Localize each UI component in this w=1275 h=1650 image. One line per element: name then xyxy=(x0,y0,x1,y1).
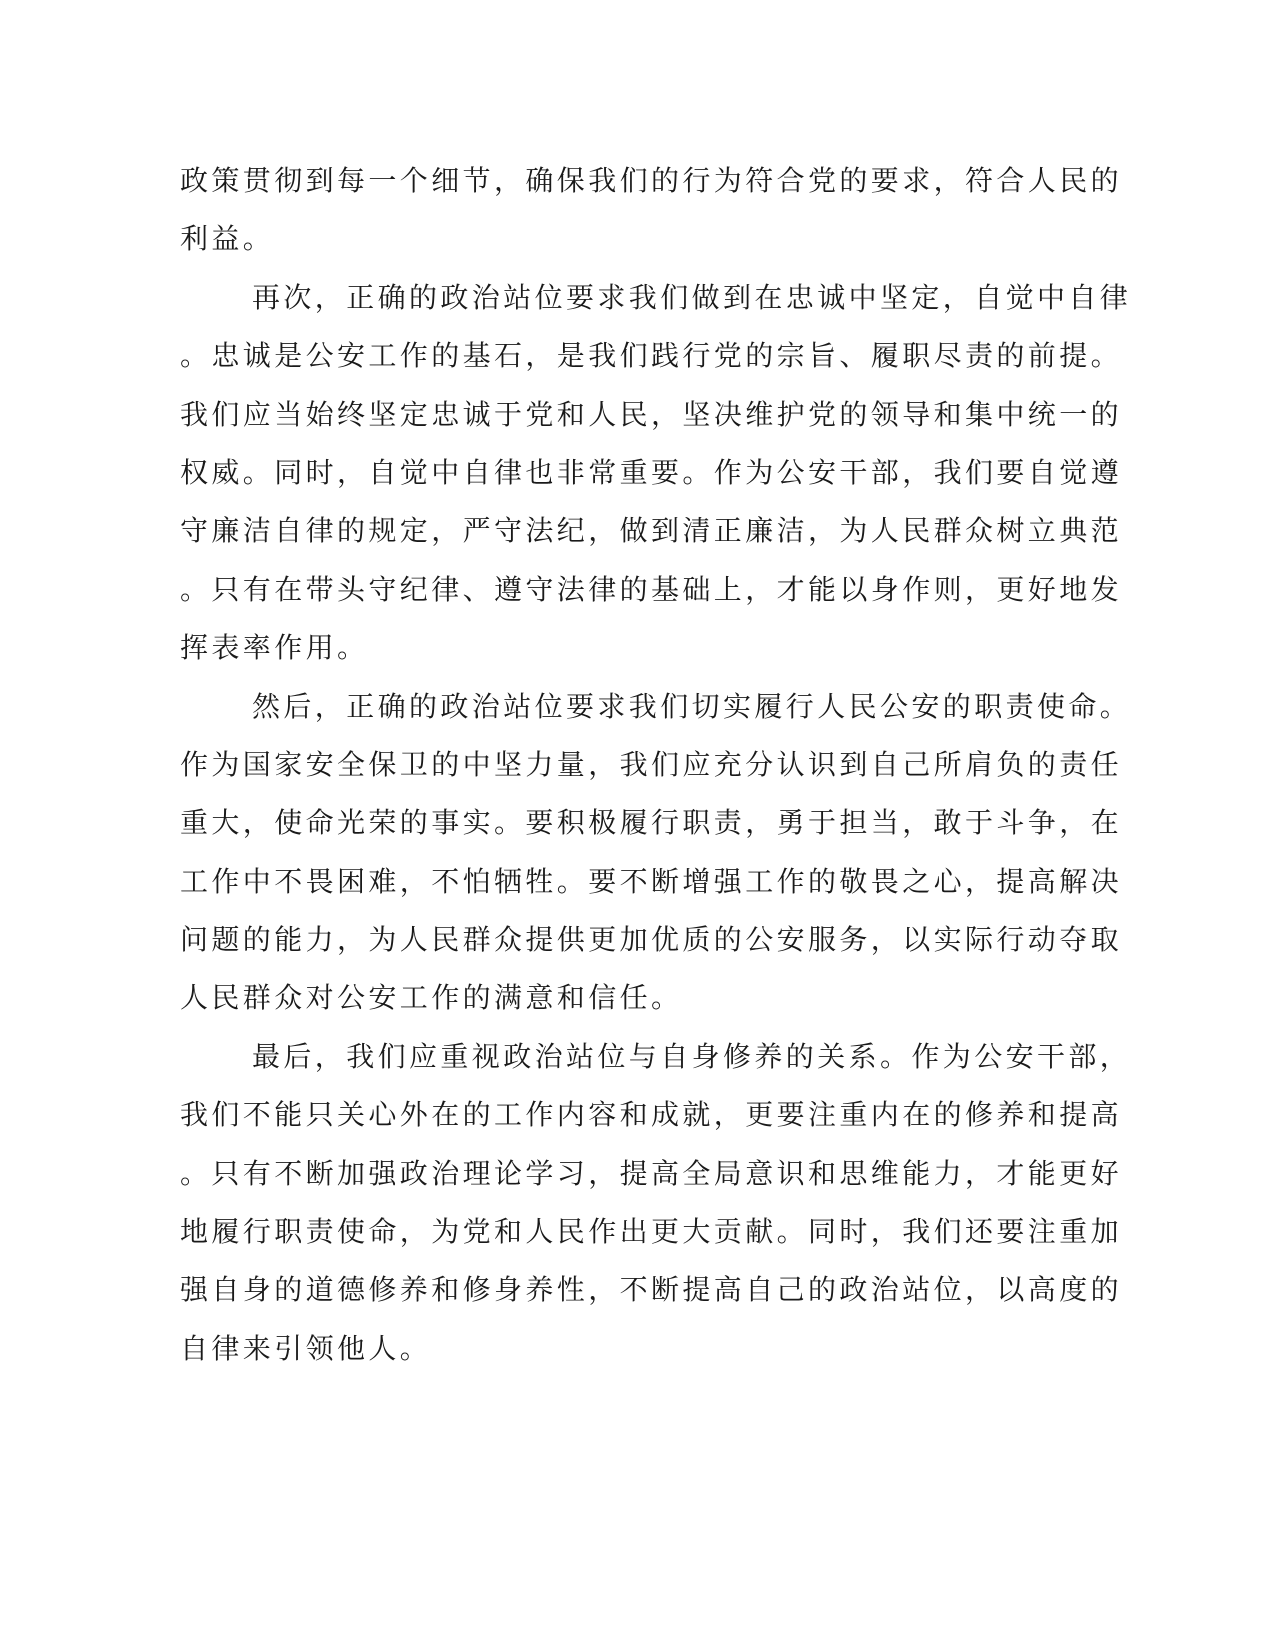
text-line: 工作中不畏困难，不怕牺牲。要不断增强工作的敬畏之心，提高解决 xyxy=(180,864,1123,898)
text-line: 。忠诚是公安工作的基石，是我们践行党的宗旨、履职尽责的前提。 xyxy=(180,339,1123,373)
text-line: 挥表率作用。 xyxy=(180,631,369,665)
text-line: 作为国家安全保卫的中坚力量，我们应充分认识到自己所肩负的责任 xyxy=(180,747,1123,781)
text-line: 。只有不断加强政治理论学习，提高全局意识和思维能力，才能更好 xyxy=(180,1156,1123,1190)
paragraph-first-line: 再次，正确的政治站位要求我们做到在忠诚中坚定，自觉中自律 xyxy=(252,280,1132,314)
text-line: 。只有在带头守纪律、遵守法律的基础上，才能以身作则，更好地发 xyxy=(180,572,1123,606)
text-line: 守廉洁自律的规定，严守法纪，做到清正廉洁，为人民群众树立典范 xyxy=(180,514,1123,548)
text-line: 我们不能只关心外在的工作内容和成就，更要注重内在的修养和提高 xyxy=(180,1098,1123,1132)
text-line: 权威。同时，自觉中自律也非常重要。作为公安干部，我们要自觉遵 xyxy=(180,455,1123,489)
text-line: 利益。 xyxy=(180,222,275,256)
text-line: 政策贯彻到每一个细节，确保我们的行为符合党的要求，符合人民的 xyxy=(180,164,1123,197)
text-line: 我们应当始终坚定忠诚于党和人民，坚决维护党的领导和集中统一的 xyxy=(180,397,1123,431)
paragraph-first-line: 最后，我们应重视政治站位与自身修养的关系。作为公安干部， xyxy=(252,1039,1132,1073)
text-line: 重大，使命光荣的事实。要积极履行职责，勇于担当，敢于斗争，在 xyxy=(180,806,1123,840)
text-line: 地履行职责使命，为党和人民作出更大贡献。同时，我们还要注重加 xyxy=(180,1215,1123,1249)
text-line: 自律来引领他人。 xyxy=(180,1331,432,1365)
body-text xyxy=(180,152,1132,1378)
text-line: 人民群众对公安工作的满意和信任。 xyxy=(180,981,683,1015)
paragraph-first-line: 然后，正确的政治站位要求我们切实履行人民公安的职责使命。 xyxy=(252,689,1132,723)
text-line: 强自身的道德修养和修身养性，不断提高自己的政治站位，以高度的 xyxy=(180,1273,1123,1307)
text-line: 问题的能力，为人民群众提供更加优质的公安服务，以实际行动夺取 xyxy=(180,923,1123,957)
